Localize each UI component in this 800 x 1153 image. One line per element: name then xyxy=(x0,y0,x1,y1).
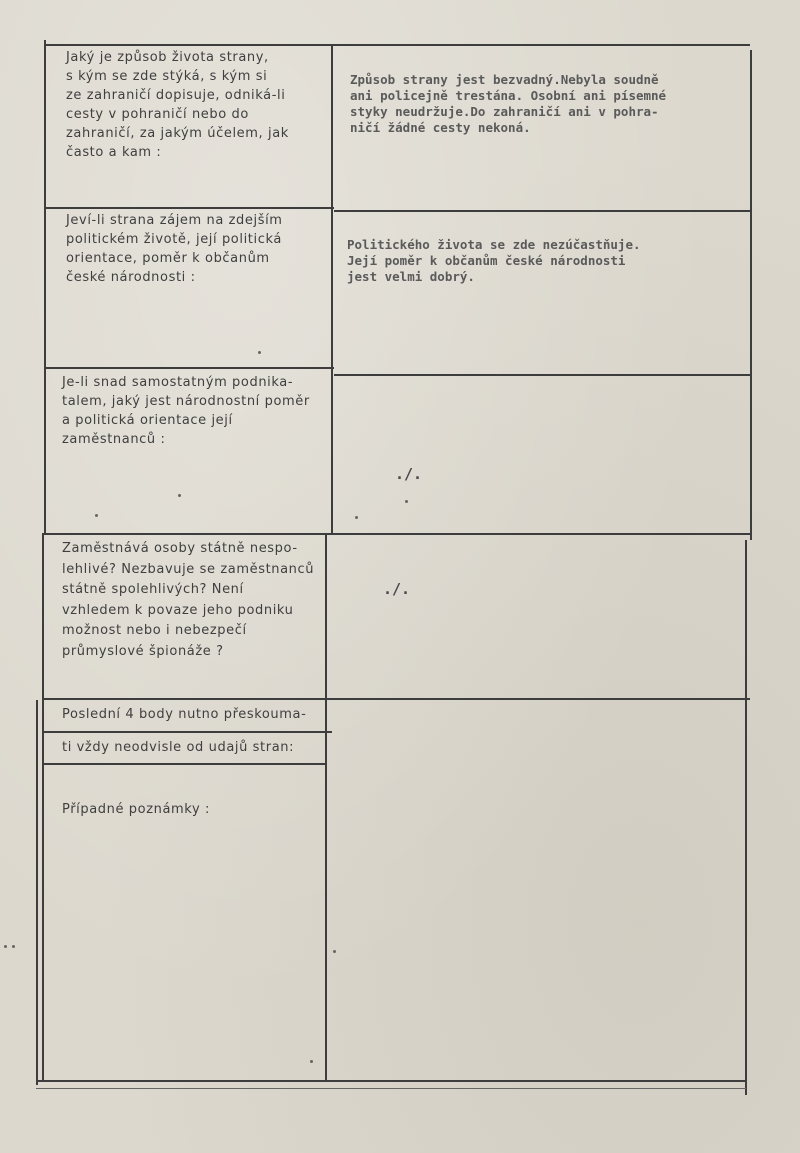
middle-divider xyxy=(331,45,333,535)
speck xyxy=(310,1060,313,1063)
row-divider-1 xyxy=(44,207,334,209)
answer-2: Politického života se zde nezúčastňuje. Její poměr k občanům české národnosti jest velmi dobrý. xyxy=(347,237,641,284)
speck xyxy=(95,514,98,517)
remarks-label: Případné poznámky : xyxy=(62,802,210,817)
answer-1: Způsob strany jest bezvadný.Nebyla soudně ani policejně trestána. Osobní ani písemné styky neudržuje.Do zahraničí ani v pohra- ničí žádné cesty nekoná. xyxy=(350,72,667,135)
right-border-lower xyxy=(745,540,747,1095)
question-2: Jeví-li strana zájem na zdejším politickém životě, její politická orientace, poměr k občanům české národnosti : xyxy=(66,213,283,285)
row-divider-3 xyxy=(42,533,750,535)
left-border-lower xyxy=(42,535,44,1080)
note-line-2: ti vždy neodvisle od udajů stran: xyxy=(62,740,295,755)
note-line-1: Poslední 4 body nutno přeskouma- xyxy=(62,707,307,722)
left-border xyxy=(44,40,46,535)
speck xyxy=(333,950,336,953)
speck xyxy=(12,945,15,948)
speck xyxy=(4,945,7,948)
left-border-outer xyxy=(36,700,38,1085)
note-bottom xyxy=(42,763,327,765)
question-3: Je-li snad samostatným podnika- talem, jaký jest národnostní poměr a politická orientace její zaměstnanců : xyxy=(62,375,310,447)
question-1: Jaký je způsob života strany, s kým se zde stýká, s kým si ze zahraničí dopisuje, odniká-li cesty v pohraničí nebo do zahraničí, za jakým účelem, jak často a kam : xyxy=(66,50,289,160)
speck xyxy=(405,500,408,503)
row-divider-4 xyxy=(42,698,750,700)
question-4: Zaměstnává osoby státně nespo- lehlivé? Nezbavuje se zaměstnanců státně spolehlivých? Není vzhledem k povaze jeho podniku možnost nebo i nebezpečí průmyslové špionáže ? xyxy=(62,541,315,659)
speck xyxy=(258,351,261,354)
speck xyxy=(355,516,358,519)
bottom-border-2 xyxy=(36,1088,746,1089)
note-divider xyxy=(42,731,332,733)
row-divider-1-right xyxy=(334,210,750,212)
row-divider-2-right xyxy=(334,374,750,376)
answer-3: ./. xyxy=(395,465,423,483)
top-border xyxy=(44,44,750,46)
answer-4: ./. xyxy=(383,580,411,598)
row-divider-2 xyxy=(44,367,334,369)
speck xyxy=(178,494,181,497)
bottom-border xyxy=(36,1080,746,1082)
